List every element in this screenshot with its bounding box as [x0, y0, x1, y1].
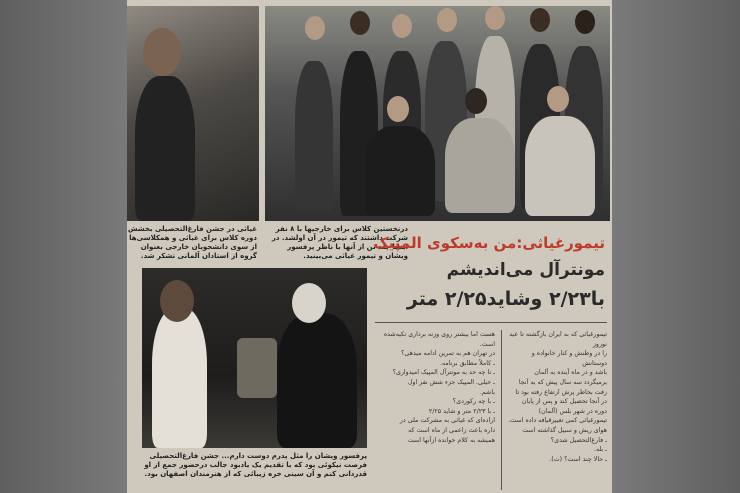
article-line: ـ با چه رکوردی؟	[452, 398, 495, 406]
article-line: ـ بله.	[593, 446, 607, 454]
article-line: ـ خیلی. المپیک جزء شش نفر اول	[407, 378, 495, 386]
article-line: تیمورغیاثی کمی تغییرقیافه داده است.	[508, 417, 607, 425]
article-column-right	[507, 330, 607, 464]
article-line: در آنجا تحصیل کند و پس از پایان	[521, 398, 607, 406]
article-line: ـ تا چه حد به مونترآل المپیک امیدواری؟	[392, 369, 495, 377]
article-line: باشم.	[479, 388, 495, 396]
newspaper-page	[127, 0, 612, 493]
article-line: تیمورغیاثی که به ایران بازگشته تا عید نوروز	[509, 331, 607, 348]
headline-divider	[375, 322, 607, 323]
headline-line-2: مونترآل می‌اندیشم	[446, 260, 605, 280]
photo-ceremony	[142, 268, 367, 448]
article-line: داره باعث زاعمی از ماه است که	[408, 426, 495, 434]
article-line: ـ فارغ‌التحصیل شدی؟	[550, 436, 607, 444]
headline-title: تیمورغیاثی:من به‌سکوی المپیک	[373, 234, 605, 252]
article-line: ـ حالا چند است؟ (ت).	[549, 455, 607, 463]
column-divider	[501, 330, 502, 490]
article-column-middle	[377, 330, 495, 445]
article-line: ـ کاملاً مطابق برنامه.	[439, 359, 495, 367]
article-line: اراده‌ای که غیاثی به مشرکت ملی در	[399, 417, 495, 425]
photo-portrait-brick-wall	[127, 6, 259, 221]
article-line: هوای ریش و سبیل گذاشته است	[522, 426, 607, 434]
article-line: برمیگردد سه سال پیش که به آنجا	[518, 378, 607, 386]
headline-line-3: با۲/۲۳ وشاید۲/۲۵ متر	[406, 288, 605, 310]
article-line: در تهران هم به تمرین ادامه میدهی؟	[401, 350, 495, 358]
caption-photo-b: درنخستین کلاس برای خارجیها با ۸ نفر شرکت داشتند که تیمور در آن اولشد. در اینجا چند تن از آنها با ناظر پرفسور ویشان و تیمور غیاثی می‌بینید.	[271, 225, 408, 260]
article-line: را در وطنش و کنار خانواده و دوستانش	[531, 350, 607, 367]
photo-group-team	[265, 6, 610, 221]
article-line: دوره در شهر بلس (آلمان)	[538, 407, 607, 415]
article-line: ـ با ۲/۲۳ متر و شاید ۲/۲۵	[428, 407, 495, 415]
article-line: هست اما بیشتر روی وزنه برداری تکیه‌شده است.	[383, 331, 495, 348]
article-line: باشد و در ماه آینده به آلمان	[534, 369, 607, 377]
caption-photo-a: غیاثی در جشن فارغ‌التحصیلی بخشش دوره کلاس برای غیاثی و همکلاسی‌ها از سوی دانشجویان خارجی بعنوان گروه از استادان آلمانی تشکر شد.	[127, 225, 257, 260]
caption-photo-c: پرفسور ویشان را مثل پدرم دوست دارم... جشن فارغ‌التحصیلی فرصت نیکوئی بود که با تقدیم یک یادبود جالب درحضور جمع از او قدردانی کنم و آن سینی خره زیبائی که از هنرمندان اصفهان بود.	[144, 452, 367, 478]
background-right	[612, 0, 740, 493]
article-line: رفت بخاطر پرش ارتفاع رفته بود تا	[515, 388, 607, 396]
article-line: همیشه به کلام خوانده ازآنها است	[407, 436, 495, 444]
background-left	[0, 0, 128, 493]
